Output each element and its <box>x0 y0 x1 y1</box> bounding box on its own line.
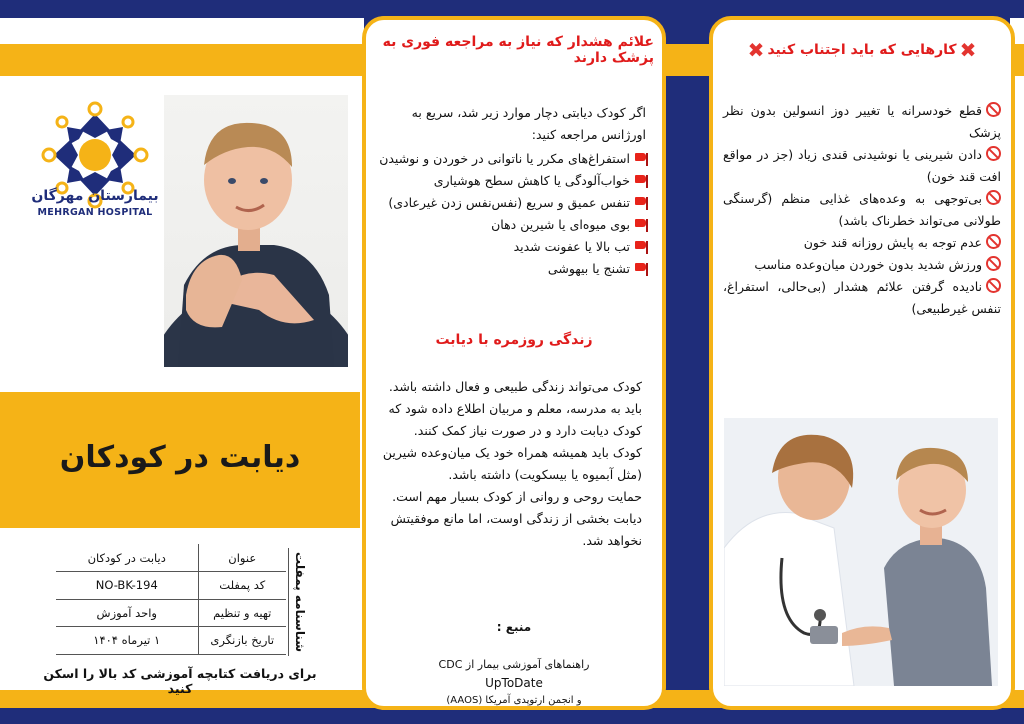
photo-boy-insulin <box>164 95 348 367</box>
red-flag-icon <box>634 153 648 166</box>
source-line: UpToDate <box>485 676 543 690</box>
daily-life-paragraph: کودک باید همیشه همراه خود یک میان‌وعده شیرین (مثل آبمیوه یا بیسکویت) داشته باشد. <box>382 445 642 482</box>
id-card-divider <box>288 548 289 656</box>
daily-life-text <box>380 376 642 552</box>
logo-text-english: MEHRGAN HOSPITAL <box>37 207 153 218</box>
list-item: خواب‌آلودگی یا کاهش سطح هوشیاری <box>376 170 648 192</box>
id-value-prepared-by: واحد آموزش <box>56 599 198 627</box>
red-x-icon: ✖ <box>747 38 765 62</box>
id-label-prepared-by: تهیه و تنظیم <box>198 599 286 627</box>
list-item: ورزش شدید بدون خوردن میان‌وعده مناسب <box>723 254 1001 276</box>
daily-life-title: زندگی روزمره با دیابت <box>435 332 593 348</box>
id-label-code: کد پمفلت <box>198 572 286 600</box>
avoid-list <box>723 100 1001 320</box>
id-value-revision-date: ۱ تیرماه ۱۴۰۴ <box>56 627 198 655</box>
warning-intro: اگر کودک دیابتی دچار موارد زیر شد، سریع به اورژانس مراجعه کنید: <box>411 105 646 142</box>
daily-life-paragraph: کودک می‌تواند زندگی طبیعی و فعال داشته باشد. <box>388 379 642 394</box>
sources-list <box>366 656 662 710</box>
daily-life-paragraph: باید به مدرسه، معلم و مربیان اطلاع داده شود که کودک دیابت دارد و در صورت نیاز کمک کنند. <box>388 401 642 438</box>
list-item: استفراغ‌های مکرر یا ناتوانی در خوردن و نوشیدن <box>376 148 648 170</box>
red-flag-icon <box>634 197 648 210</box>
warning-title-pill <box>374 30 654 70</box>
id-card-title: شناسنامه پمفلت <box>293 551 307 653</box>
top-band-left <box>0 44 360 76</box>
pamphlet-id-table <box>56 544 286 655</box>
source-line: و انجمن ارتوپدی آمریکا (AAOS) <box>446 695 582 706</box>
list-item: بوی میوه‌ای یا شیرین دهان <box>376 214 648 236</box>
prohibited-icon <box>986 146 1001 161</box>
prohibited-icon <box>986 102 1001 117</box>
list-item: قطع خودسرانه یا تغییر دوز انسولین بدون نظر پزشک <box>723 103 1001 140</box>
logo-text-persian: بیمارستان مهرگان <box>31 188 159 204</box>
list-item: تنفس عمیق و سریع (نفس‌نفس زدن غیرعادی) <box>376 192 648 214</box>
prohibited-icon <box>986 256 1001 271</box>
id-label-title: عنوان <box>198 544 286 572</box>
prohibited-icon <box>986 278 1001 293</box>
table-row <box>56 599 286 627</box>
pamphlet-title: دیابت در کودکان <box>59 440 301 475</box>
list-item: عدم توجه به پایش روزانه قند خون <box>723 232 1001 254</box>
red-flag-icon <box>634 241 648 254</box>
sources-title: منبع : <box>496 620 532 634</box>
prohibited-icon <box>986 190 1001 205</box>
warning-title: علائم هشدار که نیاز به مراجعه فوری به پزشک دارند <box>382 34 654 66</box>
warning-list <box>376 148 648 280</box>
daily-life-paragraph: حمایت روحی و روانی از کودک بسیار مهم است. دیابت بخشی از زندگی اوست، اما مانع موفقیتش نخواهد شد. <box>390 489 642 548</box>
prohibited-icon <box>986 234 1001 249</box>
table-row <box>56 544 286 572</box>
red-x-icon: ✖ <box>959 38 977 62</box>
list-item: تشنج یا بیهوشی <box>376 258 648 280</box>
photo-doctor-glucose-test <box>724 418 998 686</box>
table-row <box>56 572 286 600</box>
avoid-title: کارهایی که باید اجتناب کنید <box>767 42 957 58</box>
source-line: راهنماهای آموزشی بیمار از CDC <box>438 658 590 671</box>
scan-instruction: برای دریافت کتابچه آموزشی کد بالا را اسکن کنید <box>43 666 317 696</box>
id-value-code: NO-BK-194 <box>56 572 198 600</box>
id-card-title-wrap <box>290 546 310 658</box>
list-item: نادیده گرفتن علائم هشدار (بی‌حالی، استفراغ، تنفس غیرطبیعی) <box>723 279 1001 316</box>
red-flag-icon <box>634 263 648 276</box>
warning-panel <box>362 16 666 710</box>
red-flag-icon <box>634 219 648 232</box>
red-flag-icon <box>634 175 648 188</box>
list-item: بی‌توجهی به وعده‌های غذایی منظم (گرسنگی طولانی می‌تواند خطرناک باشد) <box>723 191 1001 228</box>
avoid-title-pill <box>721 30 1003 70</box>
table-row <box>56 627 286 655</box>
id-label-revision-date: تاریخ بازنگری <box>198 627 286 655</box>
list-item: تب بالا یا عفونت شدید <box>376 236 648 258</box>
id-value-title: دیابت در کودکان <box>56 544 198 572</box>
list-item: دادن شیرینی یا نوشیدنی قندی زیاد (جز در مواقع افت قند خون) <box>723 147 1001 184</box>
